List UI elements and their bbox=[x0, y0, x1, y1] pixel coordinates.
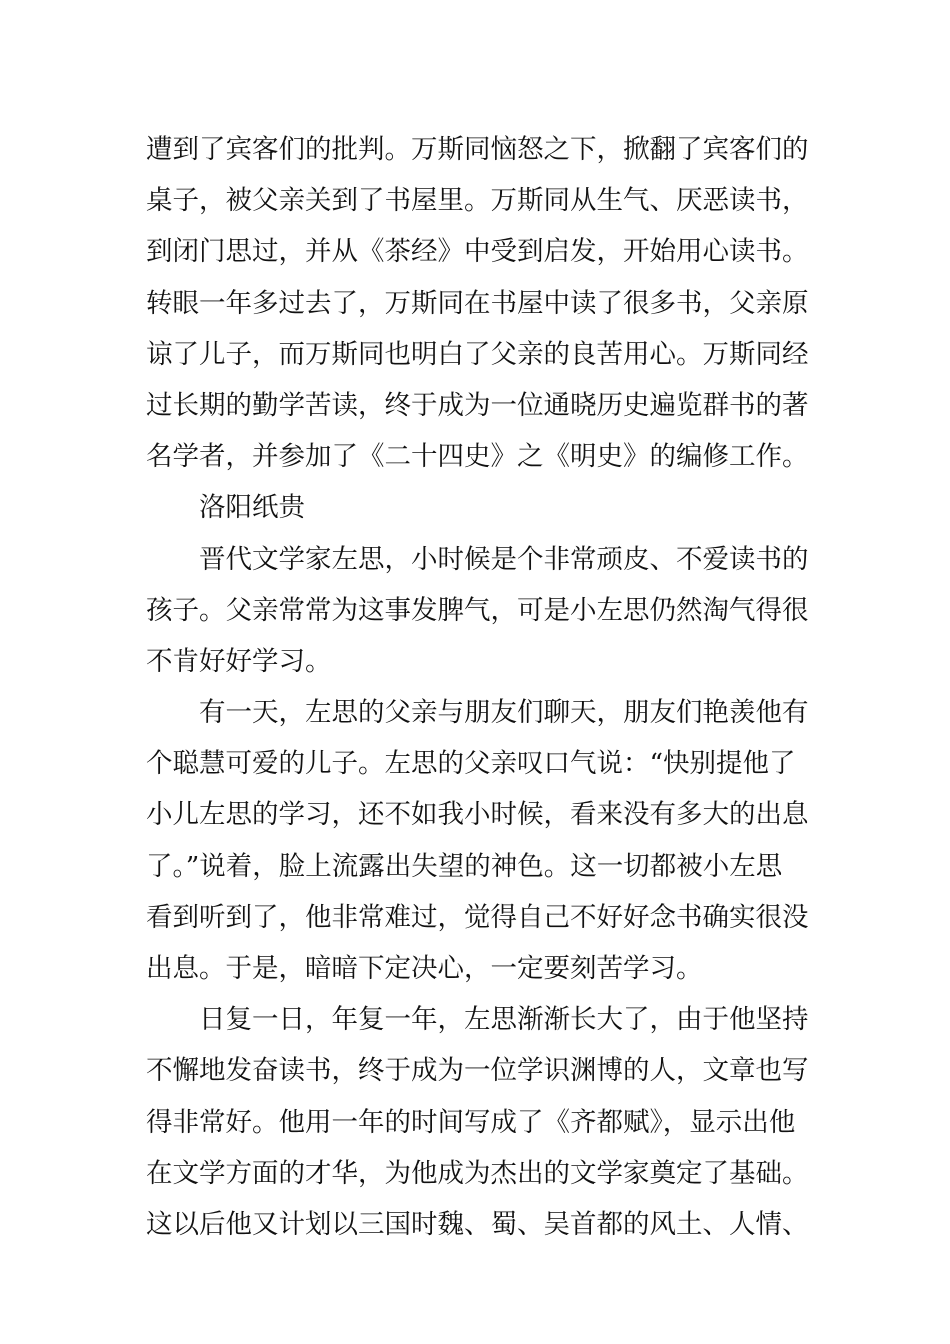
text-line: 得非常好。他用一年的时间写成了《齐都赋》，显示出他 bbox=[146, 1106, 796, 1138]
text-line: 孩子。父亲常常为这事发脾气，可是小左思仍然淘气得很 bbox=[146, 594, 809, 626]
text-line: 看到听到了，他非常难过，觉得自己不好好念书确实很没 bbox=[146, 901, 809, 933]
text-line: 过长期的勤学苦读，终于成为一位通晓历史遍览群书的著 bbox=[146, 389, 809, 421]
text-line: 出息。于是，暗暗下定决心，一定要刻苦学习。 bbox=[146, 953, 703, 984]
text-line: 桌子，被父亲关到了书屋里。万斯同从生气、厌恶读书， bbox=[146, 185, 809, 217]
text-line: 有一天，左思的父亲与朋友们聊天，朋友们艳羡他有 bbox=[199, 697, 809, 729]
text-line: 名学者，并参加了《二十四史》之《明史》的编修工作。 bbox=[146, 441, 809, 473]
paragraph-father-sigh bbox=[146, 687, 808, 994]
text-line: 到闭门思过，并从《茶经》中受到启发，开始用心读书。 bbox=[146, 236, 809, 268]
section-heading bbox=[146, 482, 808, 533]
text-line: 小儿左思的学习，还不如我小时候，看来没有多大的出息 bbox=[146, 799, 809, 831]
text-line: 了。”说着，脸上流露出失望的神色。这一切都被小左思 bbox=[146, 850, 783, 882]
paragraph-wan-sitong-end bbox=[146, 124, 808, 482]
text-line: 日复一日，年复一年，左思渐渐长大了，由于他坚持 bbox=[199, 1004, 809, 1036]
text-line: 个聪慧可爱的儿子。左思的父亲叹口气说：“快别提他了 bbox=[146, 748, 796, 780]
text-line: 这以后他又计划以三国时魏、蜀、吴首都的风土、人情、 bbox=[146, 1208, 809, 1240]
text-line: 谅了儿子，而万斯同也明白了父亲的良苦用心。万斯同经 bbox=[146, 338, 809, 370]
heading-text: 洛阳纸贵 bbox=[199, 492, 305, 524]
paragraph-zuo-si-intro bbox=[146, 534, 808, 688]
paragraph-zuo-si-grows bbox=[146, 994, 808, 1250]
document-page bbox=[146, 124, 808, 1250]
text-line: 不懈地发奋读书，终于成为一位学识渊博的人，文章也写 bbox=[146, 1055, 809, 1087]
text-line: 转眼一年多过去了，万斯同在书屋中读了很多书，父亲原 bbox=[146, 287, 809, 319]
text-line: 晋代文学家左思，小时候是个非常顽皮、不爱读书的 bbox=[199, 543, 809, 575]
text-line: 在文学方面的才华，为他成为杰出的文学家奠定了基础。 bbox=[146, 1157, 809, 1189]
text-line: 不肯好好学习。 bbox=[146, 645, 332, 677]
text-line: 遭到了宾客们的批判。万斯同恼怒之下，掀翻了宾客们的 bbox=[146, 134, 809, 165]
